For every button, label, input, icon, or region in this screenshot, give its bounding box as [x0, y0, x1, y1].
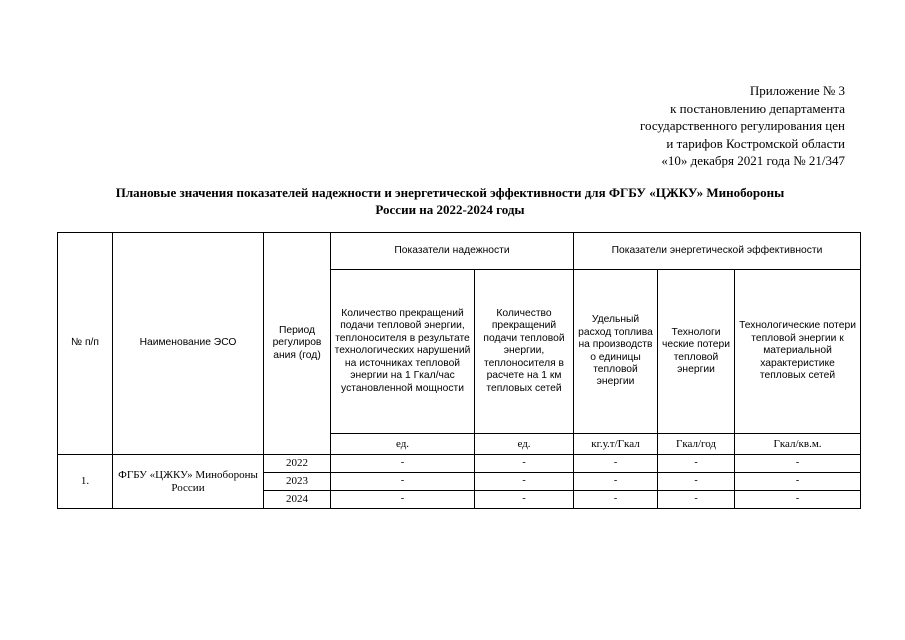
- header-efficiency-2: Технологи ческие потери тепловой энергии: [658, 270, 735, 434]
- indicators-table: [57, 232, 861, 509]
- appendix-header: [560, 82, 845, 170]
- unit-cell: кг.у.т/Гкал: [574, 434, 658, 455]
- value-cell: -: [331, 455, 475, 473]
- document-title: [50, 184, 850, 218]
- row-org-name: ФГБУ «ЦЖКУ» Минобороны России: [113, 455, 264, 509]
- appendix-line-1: Приложение № 3: [749, 83, 845, 98]
- value-cell: -: [574, 491, 658, 509]
- header-num: № п/п: [58, 233, 113, 455]
- header-efficiency-group: Показатели энергетической эффективности: [574, 233, 861, 270]
- header-period: Период регулиров ания (год): [264, 233, 331, 455]
- value-cell: -: [475, 455, 574, 473]
- header-reliability-group: Показатели надежности: [331, 233, 574, 270]
- header-reliability-1: Количество прекращений подачи тепловой энергии, теплоносителя в результате технологических нарушений на источниках тепловой энергии на 1 Гкал/час установленной мощности: [331, 270, 475, 434]
- value-cell: -: [475, 473, 574, 491]
- value-cell: -: [331, 473, 475, 491]
- unit-cell: ед.: [331, 434, 475, 455]
- title-line-2: России на 2022-2024 годы: [375, 202, 525, 217]
- value-cell: -: [658, 455, 735, 473]
- value-cell: -: [735, 473, 861, 491]
- appendix-line-4: и тарифов Костромской области: [666, 135, 845, 151]
- header-efficiency-3: Технологические потери тепловой энергии к материальной характеристике тепловых сетей: [735, 270, 861, 434]
- value-cell: -: [735, 491, 861, 509]
- row-year: 2022: [264, 455, 331, 473]
- row-year: 2024: [264, 491, 331, 509]
- appendix-line-3: государственного регулирования цен: [640, 118, 845, 133]
- appendix-line-2: к постановлению департамента: [670, 100, 845, 116]
- value-cell: -: [331, 491, 475, 509]
- header-reliability-2: Количество прекращений подачи тепловой энергии, теплоносителя в расчете на 1 км тепловых сетей: [475, 270, 574, 434]
- row-num: 1.: [58, 455, 113, 509]
- header-name: Наименование ЭСО: [113, 233, 264, 455]
- value-cell: -: [475, 491, 574, 509]
- unit-cell: Гкал/год: [658, 434, 735, 455]
- table-row: [58, 455, 861, 473]
- header-efficiency-1: Удельный расход топлива на производств о единицы тепловой энергии: [574, 270, 658, 434]
- value-cell: -: [658, 491, 735, 509]
- unit-cell: Гкал/кв.м.: [735, 434, 861, 455]
- value-cell: -: [574, 473, 658, 491]
- value-cell: -: [658, 473, 735, 491]
- row-year: 2023: [264, 473, 331, 491]
- unit-cell: ед.: [475, 434, 574, 455]
- appendix-line-5: «10» декабря 2021 года № 21/347: [661, 153, 845, 168]
- value-cell: -: [574, 455, 658, 473]
- title-line-1: Плановые значения показателей надежности и энергетической эффективности для ФГБУ «ЦЖКУ» Минобороны: [115, 185, 785, 200]
- value-cell: -: [735, 455, 861, 473]
